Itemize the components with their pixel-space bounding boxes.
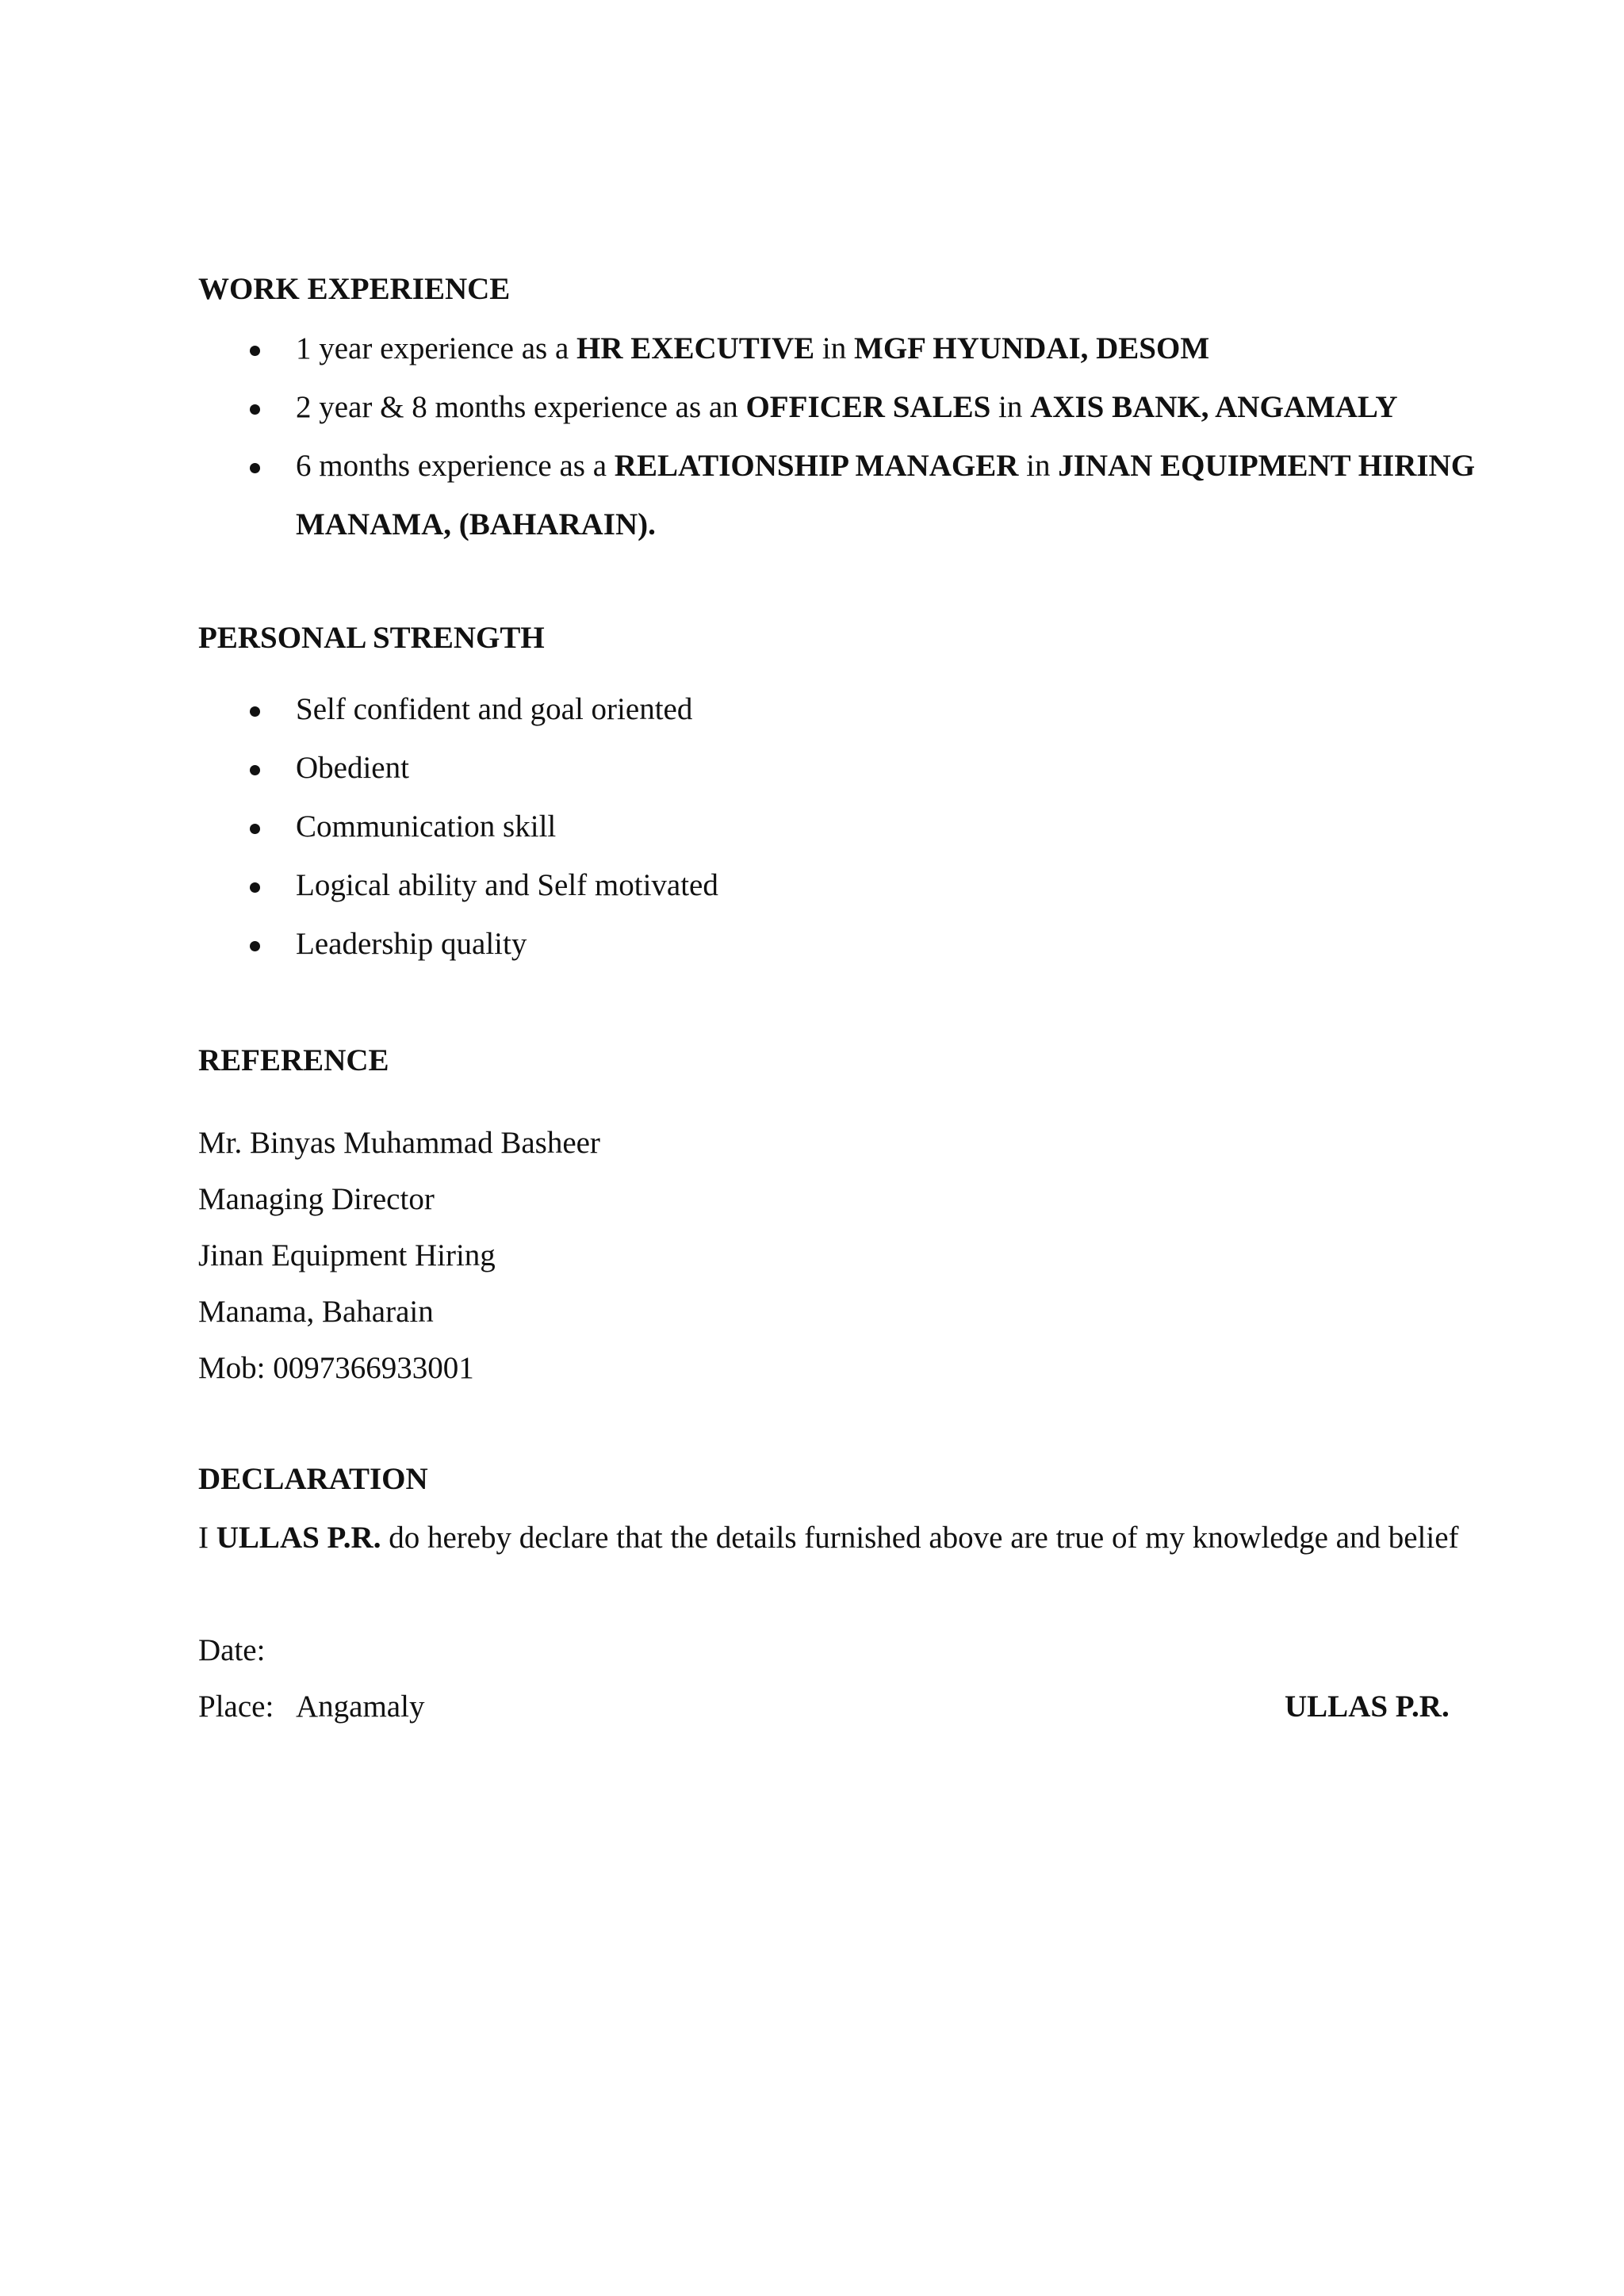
bullet-icon — [247, 880, 265, 897]
role-text: OFFICER SALES — [745, 390, 991, 424]
role-text: HR EXECUTIVE — [576, 331, 815, 365]
bullet-icon — [247, 939, 265, 956]
date-label: Date: — [198, 1633, 266, 1667]
declaration-text — [198, 1522, 1459, 1553]
reference-heading: REFERENCE — [198, 1043, 389, 1077]
work-experience-heading: WORK EXPERIENCE — [198, 272, 511, 306]
strength-item: Communication skill — [296, 809, 557, 844]
personal-strength-heading: PERSONAL STRENGTH — [198, 621, 545, 655]
reference-title: Managing Director — [198, 1182, 435, 1216]
place-label: Place: — [198, 1689, 274, 1724]
work-experience-item-2 — [296, 392, 1398, 423]
declaration-prefix: I — [198, 1521, 216, 1555]
strength-item: Self confident and goal oriented — [296, 692, 693, 726]
work-experience-item-1 — [296, 333, 1209, 364]
strength-item: Logical ability and Self motivated — [296, 868, 718, 902]
bullet-icon — [247, 763, 265, 780]
item-text: 1 year experience as a — [296, 331, 577, 365]
declaration-heading: DECLARATION — [198, 1462, 428, 1496]
reference-name: Mr. Binyas Muhammad Basheer — [198, 1126, 600, 1160]
role-text: RELATIONSHIP MANAGER — [614, 449, 1019, 483]
strength-item: Leadership quality — [296, 927, 527, 961]
reference-company: Jinan Equipment Hiring — [198, 1238, 496, 1272]
bullet-icon — [247, 704, 265, 721]
item-text: in — [814, 331, 855, 365]
bullet-icon — [247, 402, 265, 419]
declarant-name: ULLAS P.R. — [216, 1521, 381, 1555]
item-text: in — [990, 390, 1031, 424]
work-experience-item-3 — [296, 450, 1475, 481]
reference-location: Manama, Baharain — [198, 1295, 434, 1329]
bullet-icon — [247, 343, 265, 361]
strength-item: Obedient — [296, 751, 409, 785]
item-text: 2 year & 8 months experience as an — [296, 390, 746, 424]
organization-text: AXIS BANK, ANGAMALY — [1030, 390, 1398, 424]
signature-name: ULLAS P.R. — [1285, 1689, 1450, 1724]
bullet-icon — [247, 821, 265, 839]
organization-text: MGF HYUNDAI, DESOM — [854, 331, 1210, 365]
item-text: in — [1018, 449, 1059, 483]
bullet-icon — [247, 461, 265, 478]
place-value: Angamaly — [296, 1689, 425, 1724]
organization-text: JINAN EQUIPMENT HIRING — [1058, 449, 1476, 483]
organization-text-continued: MANAMA, (BAHARAIN). — [296, 507, 656, 541]
reference-mobile: Mob: 0097366933001 — [198, 1351, 474, 1385]
item-text: 6 months experience as a — [296, 449, 615, 483]
declaration-statement: do hereby declare that the details furnished above are true of my knowledge and belief — [381, 1521, 1459, 1555]
